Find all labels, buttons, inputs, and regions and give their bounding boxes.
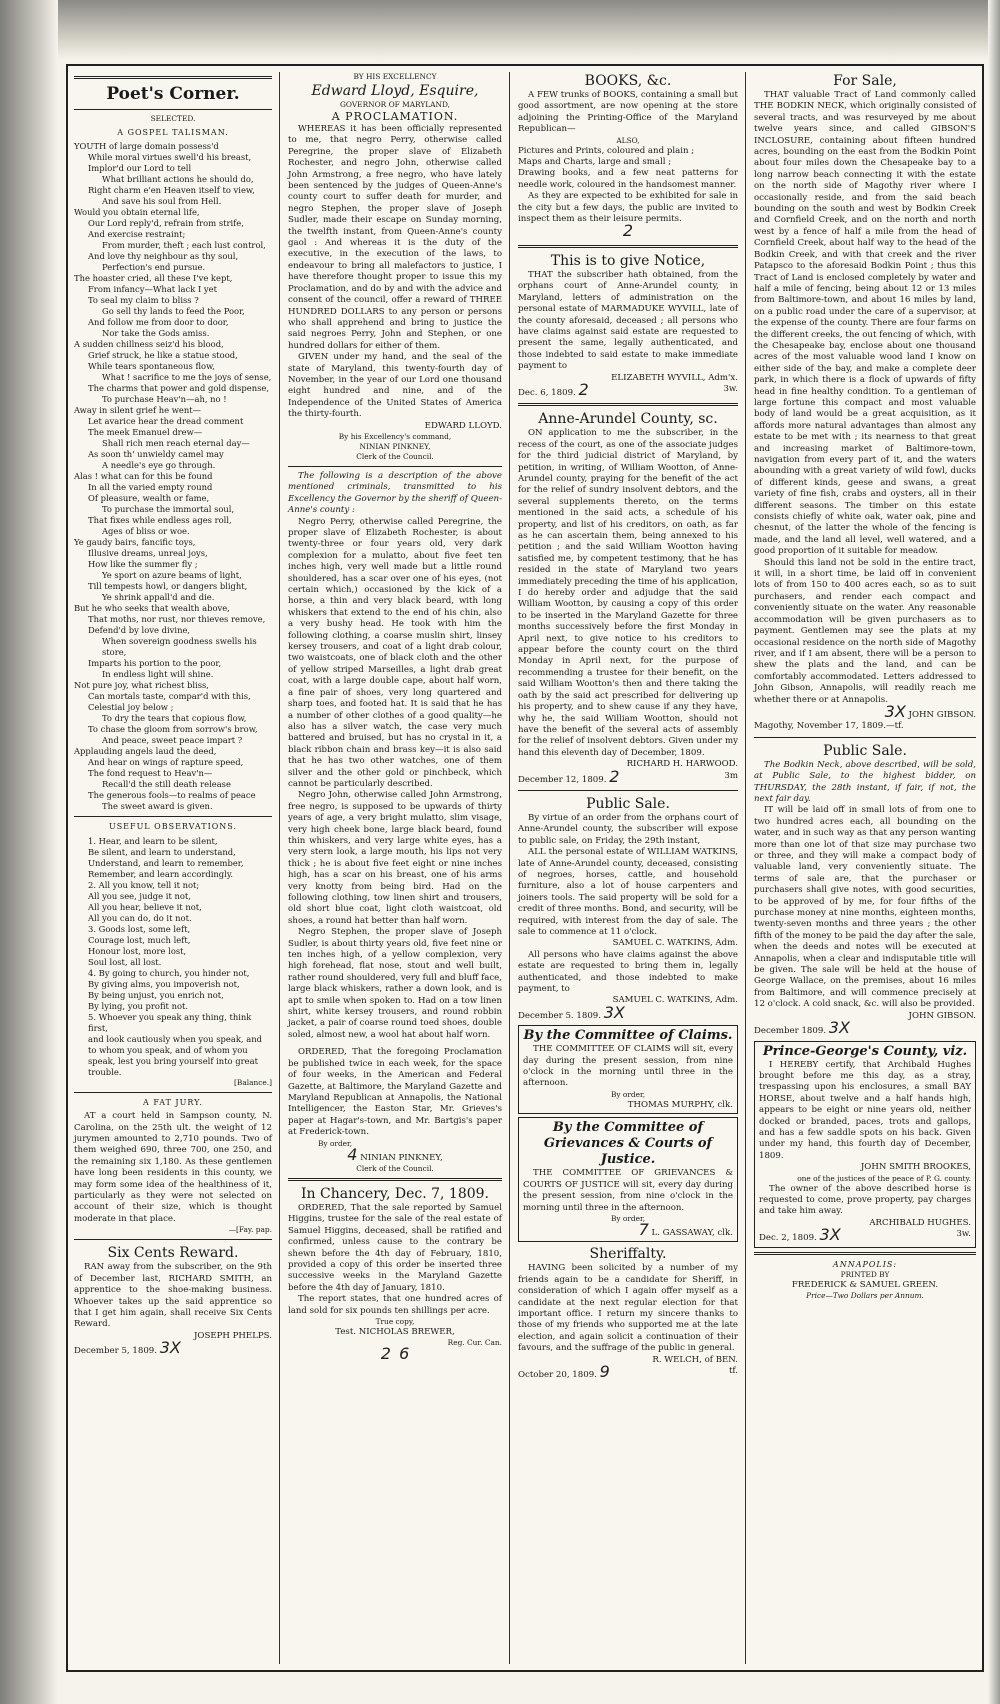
handwritten-mark: 3X [884, 701, 906, 721]
text-line: Be silent, and learn to understand, [88, 846, 236, 857]
anne-arundel-date: December 12, 1809. [518, 774, 607, 785]
text-line: And follow me from door to door, [88, 317, 229, 328]
chancery-copy: True copy, [375, 1317, 415, 1326]
handwritten-mark: 7 [638, 1219, 649, 1239]
divider [754, 1252, 976, 1255]
text-line: 4. By going to church, you hinder not, [88, 967, 250, 978]
text-line: Drawing books, and a few neat patterns for needle work, coloured in the handsomest manner. [518, 168, 738, 190]
text-line: By giving alms, you impoverish not, [88, 978, 240, 989]
text-line: 2. All you know, tell it not; [88, 879, 200, 890]
prince-georges-box [754, 1041, 976, 1248]
public-sale-text-3: All persons who have claims against the above estate are requested to bring them in, legally authenticated, and those indebted to make payment, to [518, 949, 738, 995]
for-sale-signer-line [754, 701, 976, 721]
text-line: Pictures and Prints, coloured and plain ; [518, 145, 695, 156]
prince-georges-date: Dec. 2, 1809. [759, 1233, 817, 1244]
text-line: Go sell thy lands to feed the Poor, [102, 306, 245, 317]
public-sale-2-title: Public Sale. [823, 742, 907, 759]
proclamation-text: WHEREAS it has been officially represented to me, that negro Perry, otherwise called Peregrine, the proper slave of Elizabeth Rochester, and negro John, otherwise called John Armstrong, a free negro, who have lately been sentenced by the judges of Queen-Anne's county court to suffer death for murder, and negro Stephen, the proper slave of Joseph Sudler, made their escape on Sunday morning, the twelfth instant, from Queen-Anne's county gaol : And whereas it is the duty of the executive, in the execution of the laws, to endeavour to bring all malefactors to justice, I have therefore thought proper to issue this my Proclamation, and do by and with the advice and consent of the council, offer a reward of THREE HUNDRED DOLLARS to any person or persons who shall apprehend and bring to justice the said negroes Perry, John and Stephen, or one hundred dollars for either of them. [288, 124, 502, 351]
scan-left-edge [0, 0, 58, 1704]
books-mark-line [518, 221, 738, 241]
text-line: That fixes while endless ages roll, [88, 515, 232, 526]
page-mark: 6 [399, 1344, 410, 1364]
sheriffalty-text: HAVING been solicited by a number of my friends again to be a candidate for Sheriff, in consideration of which I again offer myself as a candidate at the next regular election for that important office. I return my sincere thanks to those of my friends who supported me at the late election, and again solicit a continuation of their favours, and the suffrage of the public in general. [518, 1263, 738, 1354]
text-line: Ye gaudy bairs, fancific toys, [74, 537, 196, 548]
text-line: Not pure joy, what richest bliss, [74, 680, 209, 691]
divider [74, 76, 272, 79]
divider [74, 1092, 272, 1093]
description-john: Negro John, otherwise called John Armstrong, free negro, is supposed to be upwards of thirty years of age, a very bright mulatto, slim visage, very high cheek bone, large black beard, found thin whiskers, and very large white eyes, has a very stern look, a large mouth, his lips not very thick ; he is about five feet eight or nine inches high, has a scar on his breast, one of his arms very knotty from being bird. Had on the following clothing, tow linen shirt and trousers, old short blue coat, light cloth waistcoat, old shoes, a round hat better than half worn. [288, 790, 502, 926]
public-sale-signer: SAMUEL C. WATKINS, Adm. [612, 938, 738, 949]
text-line: Ages of bliss or woe. [102, 526, 190, 537]
claims-signer: THOMAS MURPHY, clk. [627, 1099, 733, 1110]
text-line: From infancy—What lack I yet [88, 284, 217, 295]
poem-body [74, 141, 272, 812]
for-sale-text-2: Should this land not be sold in the entire tract, it will, in a short time, be laid off in convenient lots of from 150 to 400 acres each, so as to suit purchasers, and render each compact and conveniently situate on the water. Any reasonable accommodation will be given purchasers as to payment. Gentlemen may see the plats at my occasional residence on the north side of Magothy river, and if I am absent, there will be a person to shew the plats and the land, and can be comfortably accommodated. Letters addressed to John Gibson, Annapolis, will readily reach me whether there or at Annapolis. [754, 557, 976, 705]
notice-title: This is to give Notice, [550, 252, 706, 269]
text-line: While tears spontaneous flow, [88, 361, 215, 372]
text-line: All you hear, believe it not, [88, 901, 202, 912]
public-sale-title: Public Sale. [586, 795, 670, 812]
anne-arundel-title: Anne-Arundel County, sc. [538, 411, 718, 428]
text-line: By being unjust, you enrich not, [88, 989, 224, 1000]
text-line: Shall rich men reach eternal day— [102, 438, 250, 449]
text-line: Ye sport on azure beams of light, [102, 570, 242, 581]
text-line: Till tempests howl, or dangers blight, [88, 581, 248, 592]
reward-date: December 5, 1809. [74, 1346, 157, 1357]
divider [288, 466, 502, 467]
divider [74, 816, 272, 817]
notice-term: 3w. [723, 383, 738, 394]
proclamation-signer: EDWARD LLOYD. [424, 420, 502, 431]
text-line: A sudden chillness seiz'd his blood, [74, 339, 224, 350]
anne-arundel-date-line [518, 766, 738, 786]
chancery-test: Test. [335, 1327, 357, 1337]
text-line: The sweet award is given. [102, 801, 213, 812]
text-line: Would you obtain eternal life, [74, 207, 200, 218]
public-sale-date-line [518, 1002, 738, 1022]
text-line: Soul lost, all lost. [88, 956, 162, 967]
column-2 [282, 72, 508, 1664]
for-sale-title: For Sale, [833, 73, 897, 89]
sheriffalty-title: Sheriffalty. [589, 1246, 667, 1263]
anne-arundel-text: ON application to me the subscriber, in the recess of the court, as one of the associate judges for the third judicial district of Maryland, by petition, in writing, of William Wootton, of Anne-Arundel county, praying for the benefit of the act for the relief of sundry insolvent debtors, and the several supplements thereto, on the terms mentioned in the said acts, a schedule of his property, and list of his creditors, on oath, as far as he can ascertain them, being annexed to his petition ; and the said William Wootton having satisfied me, by competent testimony, that he has resided in the state of Maryland two years immediately preceding the time of his application, I do hereby order and adjudge that the said William Wootton, by causing a copy of this order to be inserted in the Maryland Gazette for three months successively before the first Monday in April next, to give notice to his creditors to appear before the county court on the third Monday in April next, for the purpose of recommending a trustee for their benefit, on the said William Wootton's then and there taking the oath by the said act prescribed for delivering up his property, and to shew cause if any they have, why he, the said William Wootton, should not have the benefit of the several acts of assembly for the relief of insolvent debtors. Given under my hand this eleventh day of December, 1809. [518, 428, 738, 758]
text-line: Away in silent grief he went— [74, 405, 202, 416]
text-line: And exercise restraint; [88, 229, 186, 240]
proclamation-clerk: NINIAN PINKNEY, [359, 441, 431, 451]
column-3 [512, 72, 744, 1664]
claims-by: By order, [610, 1089, 646, 1099]
text-line: 5. Whoever you speak any thing, think first, [88, 1011, 252, 1033]
notice-signer: ELIZABETH WYVILL, Adm'x. [611, 372, 738, 383]
text-line: Ye shrink appall'd and die. [102, 592, 215, 603]
text-line: And peace, sweet peace impart ? [102, 735, 243, 746]
text-line: speak, lest you bring yourself into great [88, 1055, 258, 1066]
column-4 [748, 72, 982, 1664]
description-stephen: Negro Stephen, the proper slave of Joseph Sudler, is about thirty years old, five feet nine or ten inches high, of a yellow complexion, very high forehead, flat nose, stout and well built, rather round shouldered, very full and bluff face, large black whiskers, rather a down look, and is apt to smile when spoken to. Had on a tow linen shirt, white kersey trousers, and round robbin jacket, a pair of coarse round toed shoes, double soled, almost new, a wool hat about half worn. [288, 927, 502, 1040]
imprint-by: PRINTED BY [840, 1270, 890, 1279]
text-line: But he who seeks that wealth above, [74, 603, 230, 614]
divider [288, 1178, 502, 1181]
observations-source: [Balance.] [234, 1077, 272, 1087]
prince-georges-term: 3w. [956, 1229, 971, 1240]
governor-office: GOVERNOR OF MARYLAND, [340, 100, 450, 109]
text-line: A needle's eye go through. [102, 460, 216, 471]
governor-name: Edward Lloyd, Esquire, [311, 83, 479, 99]
handwritten-mark: 4 [347, 1144, 358, 1164]
sheriffalty-signer: R. WELCH, of BEN. [652, 1354, 738, 1365]
text-line: The meek Emanuel drew— [88, 427, 203, 438]
text-line: Can mortals taste, compar'd with this, [88, 691, 251, 702]
reward-date-line [74, 1338, 272, 1358]
column-1 [68, 72, 278, 1664]
chancery-title: In Chancery, Dec. 7, 1809. [301, 1185, 489, 1202]
grievances-title: By the Committee of Grievances & Courts of Justice. [543, 1120, 713, 1168]
books-note: As they are expected to be exhibited for sale in the city but a few days, the public are invited to inspect them as their leisure permits. [518, 191, 738, 225]
anne-arundel-term: 3m [724, 770, 738, 781]
grievances-by: By order, [610, 1213, 646, 1223]
imprint-price: Price—Two Dollars per Annum. [806, 1291, 924, 1301]
prince-georges-date-line [759, 1225, 971, 1245]
text-line: Implor'd our Lord to tell [88, 163, 192, 174]
divider [754, 737, 976, 738]
public-sale-2-text: IT will be laid off in small lots of from one to two hundred acres each, all bounding on the water, and in such way as that any person wanting more than one lot of that size may purchase two or three, and they will make a compact body of valuable land, very conveniently situate. The terms of sale are, that the purchaser or purchasers shall give notes, with good securities, to be approved of by me, for four fifths of the purchase money at nine months, eighteen months, twenty-seven months and three years ; the other fifth of the money to be paid the day after the sale, when the deeds and notes will be executed at Annapolis, when a clear and indisputable title will be given. The sale will be held at the house of George Wallace, on the premises, about 16 miles from Baltimore, and will commence precisely at 12 o'clock. A cold snack, &c. will also be provided. [754, 805, 976, 1010]
text-line: to whom you speak, and of whom you [88, 1044, 248, 1055]
sheriffalty-date: October 20, 1809. [518, 1369, 597, 1380]
observations-title: USEFUL OBSERVATIONS. [108, 822, 238, 832]
proclamation-command: By his Excellency's command, [338, 431, 452, 441]
text-line: Our Lord reply'd, refrain from strife, [88, 218, 244, 229]
poets-corner-heading: Poet's Corner. [106, 84, 240, 104]
text-line: Courage lost, much left, [88, 934, 191, 945]
scan-right-edge [988, 0, 1000, 1704]
text-line: How like the summer fly ; [88, 559, 198, 570]
for-sale-signer: JOHN GIBSON. [908, 709, 976, 720]
grievances-box [518, 1117, 738, 1242]
text-line: Celestial joy below ; [88, 702, 174, 713]
text-line: All you see, judge it not, [88, 890, 191, 901]
divider [518, 790, 738, 791]
divider [518, 245, 738, 248]
reward-title: Six Cents Reward. [107, 1245, 239, 1262]
books-title: BOOKS, &c. [584, 73, 672, 89]
fat-jury-title: A FAT JURY. [143, 1097, 203, 1107]
imprint-city: ANNAPOLIS: [832, 1259, 898, 1269]
text-line: To dry the tears that copious flow, [102, 713, 247, 724]
anne-arundel-signer: RICHARD H. HARWOOD. [626, 759, 738, 770]
text-line: Grief struck, he like a statue stood, [88, 350, 238, 361]
public-sale-2-date-line [754, 1018, 976, 1038]
text-line: YOUTH of large domain possess'd [74, 141, 219, 152]
for-sale-date: Magothy, November 17, 1809.—tf. [754, 721, 904, 732]
text-line: Of pleasure, wealth or fame, [88, 493, 210, 504]
fat-jury-source: —[Fay. pap. [228, 1225, 272, 1235]
proclamation-clerk-title: Clerk of the Council. [356, 451, 434, 461]
text-line: The hoaster cried, all these I've kept, [74, 273, 233, 284]
proclamation-title: A PROCLAMATION. [331, 110, 459, 123]
notice-date: Dec. 6, 1809. [518, 387, 576, 398]
text-line: Defend'd by love divine, [88, 625, 191, 636]
notice-text: THAT the subscriber hath obtained, from the orphans court of Anne-Arundel county, in Maryland, letters of administration on the personal estate of MARMADUKE WYVILL, late of the county aforesaid, deceased ; all persons who have claims against said estate are requested to present the same, legally authenticated, and those indebted to said estate to make immediate payment to [518, 269, 738, 372]
text-line: Maps and Charts, large and small ; [518, 157, 672, 168]
text-line: When sovereign goodness swells his store, [102, 636, 257, 658]
chancery-text: ORDERED, That the sale reported by Samuel Higgins, trustee for the sale of the real estate of Samuel Higgins, deceased, shall be ratified and confirmed, unless cause to the contrary be shewn before the 4th day of February, 1810, provided a copy of this order be inserted three successive weeks in the Maryland Gazette before the 4th day of January, 1810. [288, 1202, 502, 1293]
text-line: The charms that power and gold dispense, [88, 383, 270, 394]
text-line: As soon th' unwieldy camel may [88, 449, 224, 460]
text-line: 1. Hear, and learn to be silent, [88, 835, 218, 846]
column-rule [279, 72, 280, 1664]
text-line: By lying, you profit not. [88, 1000, 189, 1011]
poem-title: A GOSPEL TALISMAN. [117, 128, 229, 137]
text-line: And save his soul from Hell. [102, 196, 222, 207]
text-line: In endless light will shine. [102, 669, 214, 680]
claims-text: THE COMMITTEE OF CLAIMS will sit, every day during the present session, from nine o'clock in the morning until three in the afternoon. [523, 1044, 733, 1089]
chancery-marks [288, 1344, 502, 1364]
handwritten-mark: 3X [828, 1018, 850, 1038]
text-line: The fond request to Heav'n— [88, 768, 213, 779]
for-sale-text: THAT valuable Tract of Land commonly called THE BODKIN NECK, which originally consisted of several tracts, and was resurveyed by me about twelve years since, and called GIBSON'S INCLOSURE, containing about fifteen hundred acres, bounding on the east from the Bodkin Point about four miles down the Chesapeake bay to a long narrow beach connecting it with the estate on the north side of Magothy river where I occasionally reside, and from the said beach bounding on the south and west by Bodkin Creek and Cornfield Creek, and on the north and north west by a fence of half a mile from the head of Cornfield Creek, about half way to the head of the Bodkin Creek, and with that creek and the river Patapsco to the aforesaid Bodkin Point ; thus this Tract of Land is enclosed completely by water and half a mile of fencing, being about 12 or 13 miles from Baltimore-town, and about 16 miles by land, on a public road under the care of a supervisor, at the expense of the county. There are four farms on the different creeks, the out fencing of which, with the Chesapeake bay, enclose about one thousand acres of the most valuable wood land I know on either side of the bay, and make a complete deer park, in which there is a flock of upwards of fifty head in fine healthy condition. To a gentleman of large fortune this compact and most valuable body of land would be a great acquisition, as it affords more natural advantages than almost any estate to be met with ; its nearness to that great and increasing market of Baltimore-town, navigation from every part of it, and the waters abounding with a great variety of wild fowl, ducks of different kinds, geese and swans, a great variety of fine fish, crabs and oysters, all in their different seasons. The timber on this estate consists chiefly of white oak, water oak, pine and chesnut, of the latter the whole of the fencing is made, and the land all level, well watered, and a good proportion of it suitable for meadow. [754, 90, 976, 557]
prince-georges-title: Prince-George's County, viz. [762, 1043, 968, 1059]
text-line: While moral virtues swell'd his breast, [88, 152, 252, 163]
text-line: Understand, and learn to remember, [88, 857, 244, 868]
public-sale-2-signer: JOHN GIBSON. [908, 1010, 976, 1021]
public-sale-signer-2: SAMUEL C. WATKINS, Adm. [612, 995, 738, 1006]
text-line: Recall'd the still death release [102, 779, 231, 790]
observations-body [74, 836, 272, 1078]
prince-georges-text-2: The owner of the above described horse is requested to come, prove property, pay charges and take him away. [759, 1183, 971, 1217]
text-line: Illusive dreams, unreal joys, [88, 548, 208, 559]
text-line: Applauding angels laud the deed, [74, 746, 217, 757]
public-sale-2-date: December 1809. [754, 1026, 827, 1037]
divider [518, 403, 738, 406]
sheriffalty-term: tf. [728, 1365, 738, 1376]
ordered-signer: NINIAN PINKNEY, [360, 1152, 443, 1163]
newspaper-page [66, 64, 984, 1672]
text-line: and look cautiously when you speak, and [88, 1033, 262, 1044]
chancery-signer-line [288, 1327, 502, 1338]
handwritten-mark: 2 [578, 379, 589, 399]
chancery-signer: NICHOLAS BREWER, [358, 1327, 455, 1337]
proclamation-given: GIVEN under my hand, and the seal of the state of Maryland, this twenty-fourth day of November, in the year of our Lord one thousand eight hundred and nine, and of the Independence of the United States of America the thirty-fourth. [288, 352, 502, 420]
reward-text: RAN away from the subscriber, on the 9th of December last, RICHARD SMITH, an apprentice to the shoe-making business. Whoever takes up the said apprentice so that I get him again, shall receive Six Cents Reward. [74, 1262, 272, 1330]
books-items [518, 146, 738, 192]
claims-box [518, 1025, 738, 1114]
handwritten-mark: 3X [819, 1225, 841, 1245]
chancery-reg: Reg. Cur. Can. [447, 1338, 502, 1348]
books-also: ALSO, [616, 135, 640, 145]
selected-label: SELECTED. [150, 114, 196, 123]
chancery-report: The report states, that one hundred acres of land sold for six pounds ten shillings per acre. [288, 1294, 502, 1316]
claims-title: By the Committee of Claims. [523, 1028, 733, 1044]
grievances-signer: L. GASSAWAY, clk. [651, 1227, 733, 1238]
imprint-names: FREDERICK & SAMUEL GREEN. [791, 1280, 939, 1290]
prince-georges-text: I HEREBY certify, that Archibald Hughes brought before me this day, as a stray, trespassing upon his enclosures, a small BAY HORSE, about twelve and a half hands high, appears to be eight or nine years old, neither docked or branded, paces, trots and gallops, and has a few saddle spots on his back. Given under my hand, this fourth day of December, 1809. [759, 1059, 971, 1161]
text-line: Imparts his portion to the poor, [88, 658, 222, 669]
text-line: That moths, nor rust, nor thieves remove, [88, 614, 266, 625]
column-rule [509, 72, 510, 1664]
text-line: In all the varied empty round [88, 482, 213, 493]
text-line: What ! sacrifice to me the joys of sense, [102, 372, 272, 383]
text-line: To purchase Heav'n—ah, no ! [102, 394, 227, 405]
text-line: 3. Goods lost, some left, [88, 923, 191, 934]
handwritten-mark: 3X [603, 1002, 625, 1022]
reward-signer: JOSEPH PHELPS. [193, 1330, 272, 1341]
divider [74, 109, 272, 110]
text-line: Perfection's end pursue. [102, 262, 206, 273]
prince-georges-signer-2: ARCHIBALD HUGHES. [869, 1217, 971, 1228]
handwritten-mark: 2 [380, 1344, 391, 1364]
text-line: All you can do, do it not. [88, 912, 192, 923]
text-line: Let avarice hear the dread comment [88, 416, 244, 427]
prince-georges-signer: JOHN SMITH BROOKES, [860, 1162, 971, 1173]
grievances-signer-line [523, 1219, 733, 1239]
text-line: What brilliant actions he should do, [102, 174, 254, 185]
scan-top-edge [0, 0, 1000, 60]
books-text: A FEW trunks of BOOKS, containing a small but good assortment, are now opening at the store adjoining the Printing-Office of the Maryland Republican— [518, 90, 738, 135]
handwritten-mark: 2 [622, 221, 634, 241]
text-line: trouble. [88, 1066, 122, 1077]
prince-georges-signer-title: one of the justices of the peace of P. G. county. [797, 1173, 971, 1183]
divider [74, 1239, 272, 1240]
text-line: Honour lost, more lost, [88, 945, 187, 956]
public-sale-2-intro: The Bodkin Neck, above described, will be sold, at Public Sale, to the highest bidder, on THURSDAY, the 28th instant, if fair, if not, the next fair day. [754, 759, 976, 804]
public-sale-date: December 5. 1809. [518, 1010, 601, 1021]
description-intro: The following is a description of the above mentioned criminals, transmitted to his Excellency the Governor by the sheriff of Queen-Anne's county : [288, 470, 502, 516]
text-line: Alas ! what can for this be found [74, 471, 213, 482]
text-line: Nor take the Gods amiss. [102, 328, 210, 339]
text-line: To seal my claim to bliss ? [88, 295, 199, 306]
text-line: To chase the gloom from sorrow's brow, [88, 724, 258, 735]
text-line: Right charm e'en Heaven itself to view, [88, 185, 255, 196]
ordered-text: ORDERED, That the foregoing Proclamation be published twice in each week, for the space of four weeks, in the American and Federal Gazette, at Baltimore, the Maryland Gazette and Maryland Republican at Annapolis, the National Intelligencer, the Easton Star, Mr. Grieves's paper at Hagar's-town, and Mr. Bartgis's paper at Frederick-town. [288, 1047, 502, 1138]
ordered-by: By order, [318, 1138, 353, 1148]
handwritten-mark: 9 [599, 1361, 610, 1381]
fat-jury-text: AT a court held in Sampson county, N. Carolina, on the 25th ult. the weight of 12 jurymen amounted to 2,710 pounds. Two of them weighed 690, three 700, one 250, and the remaining six 1,180. As these gentlemen have long been residents in this county, we may form some idea of the healthiness of it, particularly as they were not selected on account of their size, which is thought moderate in that place. [74, 1111, 272, 1224]
text-line: And love thy neighbour as thy soul, [88, 251, 239, 262]
column-rule [745, 72, 746, 1664]
public-sale-text: By virtue of an order from the orphans court of Anne-Arundel county, the subscriber will expose to public sale, on Friday, the 29th instant, [518, 812, 738, 846]
text-line: From murder, theft ; each lust control, [102, 240, 266, 251]
grievances-text: THE COMMITTEE OF GRIEVANCES & COURTS OF JUSTICE will sit, every day during the present session, from nine o'clock in the morning until three in the afternoon. [523, 1168, 733, 1213]
public-sale-text-2: ALL the personal estate of WILLIAM WATKINS, late of Anne-Arundel county, deceased, consisting of negroes, horses, cattle, and household furniture, also a lot of house carpenters and joiners tools. The said property will be sold for a credit of three months. Bond, and security, will be required, with interest from the day of sale. The sale to commence at 11 o'clock. [518, 847, 738, 937]
notice-date-line [518, 379, 738, 399]
description-perry: Negro Perry, otherwise called Peregrine, the proper slave of Elizabeth Rochester, is about twenty-three or four years old, very dark complexion for a mulatto, about five feet ten inches high, very well made but a little round shouldered, has a scar over one of his eyes, (not certain which,) occasioned by the kick of a horse, a thin and very black beard, with long whiskers that extend to the end of his chin, also a very bushy head. He took with him the following clothing, a coarse muslin shirt, linsey kersey trousers, and coat of a light drab colour, two waistcoats, one of black cloth and the other of yellow striped Marseilles, a light drab great coat, with a large double cape, about half worn, a fine pair of shoes, very long quartered and sharp toes, and footed hat. It is said that he has a number of other clothes of a good quality—he also has a silver watch, the case very much battered and bruised, but has no crystal in it, a black ribbon chain and brass key—it is also said that he has two other watches, one of them silver and the other gold or pinchbeck, which cannot be particularly described. [288, 516, 502, 789]
text-line: The generous fools—to realms of peace [88, 790, 256, 801]
sheriffalty-date-line [518, 1361, 738, 1381]
text-line: Remember, and learn accordingly. [88, 868, 234, 879]
ordered-signer-line [288, 1144, 502, 1164]
handwritten-mark: 2 [609, 766, 620, 786]
proclamation-by-line: BY HIS EXCELLENCY [353, 72, 437, 81]
text-line: To purchase the immortal soul, [102, 504, 235, 515]
ordered-title: Clerk of the Council. [356, 1163, 434, 1173]
text-line: And hear on wings of rapture speed, [88, 757, 244, 768]
handwritten-mark: 3X [159, 1338, 181, 1358]
